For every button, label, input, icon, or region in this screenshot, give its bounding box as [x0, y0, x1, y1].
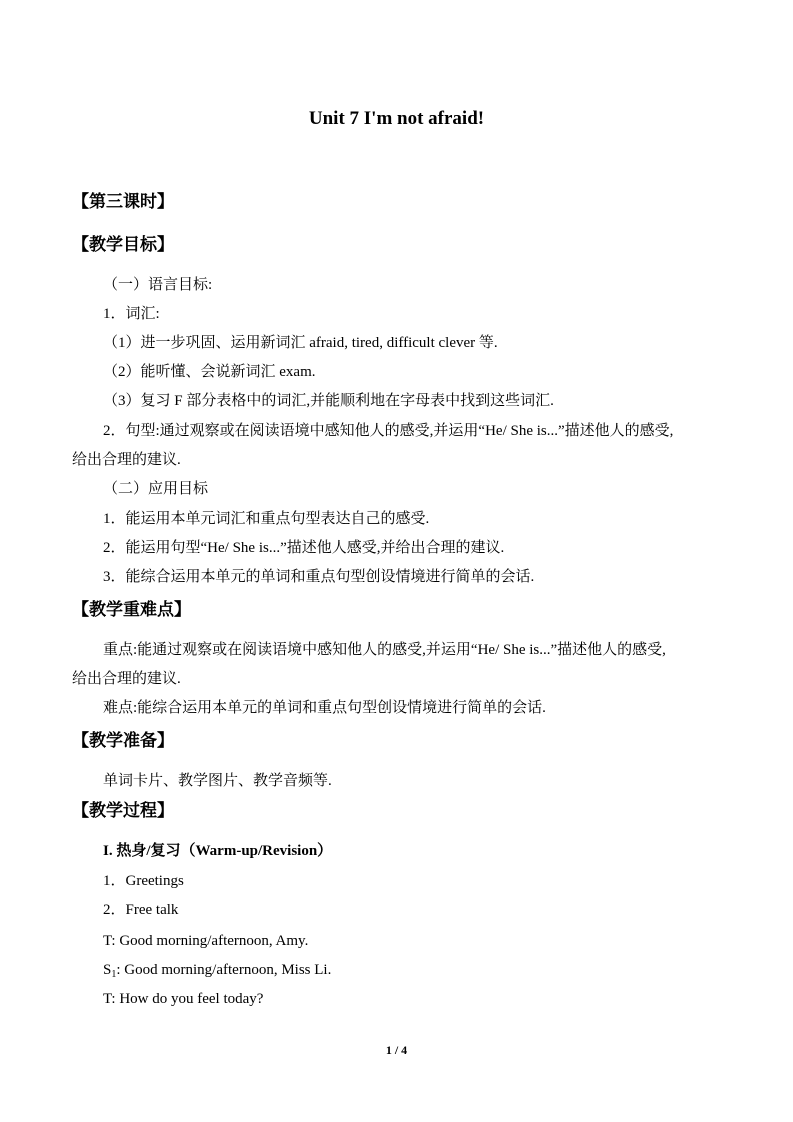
application-item-2: 2．能运用句型“He/ She is...”描述他人感受,并给出合理的建议. [103, 540, 505, 556]
application-goals-label: （二）应用目标 [103, 481, 209, 497]
process-item-greetings: 1．Greetings [103, 873, 184, 889]
sentence-pattern-line-1: 2．句型:通过观察或在阅读语境中感知他人的感受,并运用“He/ She is...”描述他人的感受, [103, 423, 674, 439]
application-item-1: 1．能运用本单元词汇和重点句型表达自己的感受. [103, 511, 430, 527]
language-goals-label: （一）语言目标: [103, 277, 213, 293]
process-heading: 【教学过程】 [72, 801, 174, 820]
dialogue-line-1: T: Good morning/afternoon, Amy. [103, 933, 309, 949]
key-point-line-1: 重点:能通过观察或在阅读语境中感知他人的感受,并运用“He/ She is...”描述他人的感受, [103, 642, 666, 658]
objectives-heading: 【教学目标】 [72, 235, 174, 254]
dialogue-text: : Good morning/afternoon, Miss Li. [116, 962, 332, 978]
dialogue-line-2 [103, 958, 331, 987]
vocab-label: 1．词汇: [103, 306, 160, 322]
vocab-item-3: （3）复习 F 部分表格中的词汇,并能顺利地在字母表中找到这些词汇. [103, 393, 554, 409]
dialogue-speaker-subscript: 1 [111, 969, 117, 980]
document-title: Unit 7 I'm not afraid! [308, 108, 485, 129]
vocab-item-2: （2）能听懂、会说新词汇 exam. [103, 364, 316, 380]
preparation-content: 单词卡片、教学图片、教学音频等. [103, 773, 332, 789]
preparation-heading: 【教学准备】 [72, 731, 174, 750]
process-item-free-talk: 2．Free talk [103, 902, 179, 918]
lesson-label: 【第三课时】 [72, 192, 174, 211]
key-point-line-2: 给出合理的建议. [72, 671, 181, 687]
sentence-pattern-line-2: 给出合理的建议. [72, 452, 181, 468]
difficulty-point: 难点:能综合运用本单元的单词和重点句型创设情境进行简单的会话. [103, 700, 546, 716]
application-item-3: 3．能综合运用本单元的单词和重点句型创设情境进行简单的会话. [103, 569, 535, 585]
key-points-heading: 【教学重难点】 [72, 600, 191, 619]
dialogue-line-3: T: How do you feel today? [103, 991, 264, 1007]
dialogue-speaker: S [103, 962, 112, 978]
page-number: 1 / 4 [385, 1043, 408, 1057]
vocab-item-1: （1）进一步巩固、运用新词汇 afraid, tired, difficult clever 等. [103, 335, 498, 351]
warm-up-step-title: I. 热身/复习（Warm-up/Revision） [103, 843, 333, 859]
